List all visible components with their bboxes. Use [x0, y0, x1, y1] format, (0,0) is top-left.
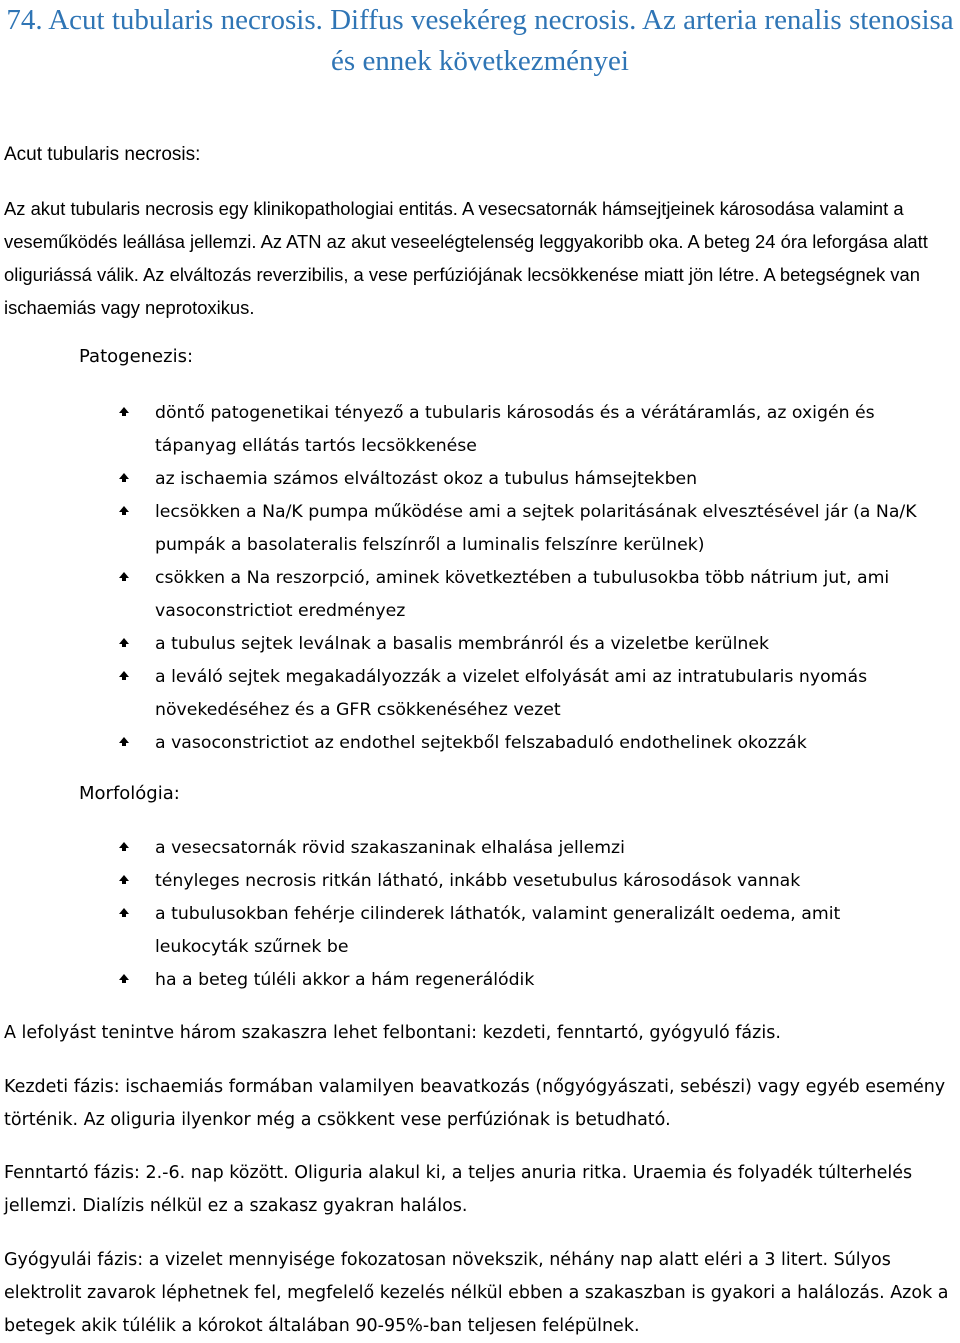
list-item — [0, 661, 960, 727]
list-item-text: ha a beteg túléli akkor a hám regenerálódik — [155, 970, 535, 990]
up-arrow-bullet-icon — [117, 972, 131, 986]
morfologia-list — [0, 832, 960, 997]
patogenezis-heading: Patogenezis: — [79, 346, 194, 367]
up-arrow-bullet-icon — [117, 471, 131, 485]
list-item — [0, 727, 960, 760]
list-item-text: lecsökken a Na/K pumpa működése ami a sejtek polaritásának elvesztésével jár (a Na/K pumpák a basolateralis felszínről a luminalis felszínre kerülnek) — [155, 502, 917, 555]
list-item-text: a vesecsatornák rövid szakaszaninak elhalása jellemzi — [155, 838, 625, 858]
list-item — [0, 832, 960, 865]
list-item-text: a tubulusokban fehérje cilinderek láthatók, valamint generalizált oedema, amit leukocyták szűrnek be — [155, 904, 841, 957]
page-title: 74. Acut tubularis necrosis. Diffus vesekéreg necrosis. Az arteria renalis stenosisa és ennek következményei — [6, 4, 954, 77]
up-arrow-bullet-icon — [117, 636, 131, 650]
up-arrow-bullet-icon — [117, 669, 131, 683]
kezdeti-phase-paragraph: Kezdeti fázis: ischaemiás formában valamilyen beavatkozás (nőgyógyászati, sebészi) vagy egyéb esemény történik. Az oliguria ilyenkor még a csökkent vese perfúziónak is betudható. — [4, 1077, 946, 1130]
morfologia-heading: Morfológia: — [79, 783, 180, 804]
list-item — [0, 964, 960, 997]
list-item — [0, 496, 960, 562]
list-item — [0, 628, 960, 661]
list-item — [0, 463, 960, 496]
patogenezis-list — [0, 397, 960, 760]
up-arrow-bullet-icon — [117, 873, 131, 887]
list-item-text: a tubulus sejtek leválnak a basalis membránról és a vizeletbe kerülnek — [155, 634, 769, 654]
list-item — [0, 898, 960, 964]
list-item — [0, 865, 960, 898]
list-item-text: tényleges necrosis ritkán látható, inkább vesetubulus károsodások vannak — [155, 871, 801, 891]
list-item-text: az ischaemia számos elváltozást okoz a tubulus hámsejtekben — [155, 469, 698, 489]
list-item — [0, 562, 960, 628]
up-arrow-bullet-icon — [117, 504, 131, 518]
phases-intro-paragraph: A lefolyást tenintve három szakaszra lehet felbontani: kezdeti, fenntartó, gyógyuló fázis. — [4, 1023, 781, 1043]
intro-paragraph: Az akut tubularis necrosis egy klinikopathologiai entitás. A vesecsatornák hámsejtjeinek károsodása valamint a veseműködés leállása jellemzi. Az ATN az akut veseelégtelenség leggyakoribb oka. A beteg 24 óra leforgása alatt oliguriássá válik. Az elváltozás reverzibilis, a vese perfúziójának lecsökkenése miatt jön létre. A betegségnek van ischaemiás vagy neprotoxikus. — [4, 198, 928, 318]
list-item-text: csökken a Na reszorpció, aminek következtében a tubulusokba több nátrium jut, ami vasoconstrictiot eredményez — [155, 568, 890, 621]
fenntarto-phase-paragraph: Fenntartó fázis: 2.-6. nap között. Oliguria alakul ki, a teljes anuria ritka. Uraemia és folyadék túlterhelés jellemzi. Dialízis nélkül ez a szakasz gyakran halálos. — [4, 1163, 913, 1216]
list-item — [0, 397, 960, 463]
list-item-text: a leváló sejtek megakadályozzák a vizelet elfolyását ami az intratubularis nyomás növekedéséhez és a GFR csökkenéséhez vezet — [155, 667, 868, 720]
list-item-text: döntő patogenetikai tényező a tubularis károsodás és a vérátáramlás, az oxigén és tápanyag ellátás tartós lecsökkenése — [155, 403, 875, 456]
section-heading: Acut tubularis necrosis: — [4, 144, 201, 165]
up-arrow-bullet-icon — [117, 840, 131, 854]
up-arrow-bullet-icon — [117, 570, 131, 584]
up-arrow-bullet-icon — [117, 405, 131, 419]
gyogyulasi-phase-paragraph: Gyógyulái fázis: a vizelet mennyisége fokozatosan növekszik, néhány nap alatt eléri a 3 litert. Súlyos elektrolit zavarok léphetnek fel, megfelelő kezelés nélkül ebben a szakaszban is gyakori a halálozás. Azok a betegek akik túlélik a kórokot általában 90-95%-ban teljesen felépülnek. — [4, 1250, 949, 1336]
list-item-text: a vasoconstrictiot az endothel sejtekből felszabaduló endothelinek okozzák — [155, 733, 807, 753]
up-arrow-bullet-icon — [117, 906, 131, 920]
up-arrow-bullet-icon — [117, 735, 131, 749]
